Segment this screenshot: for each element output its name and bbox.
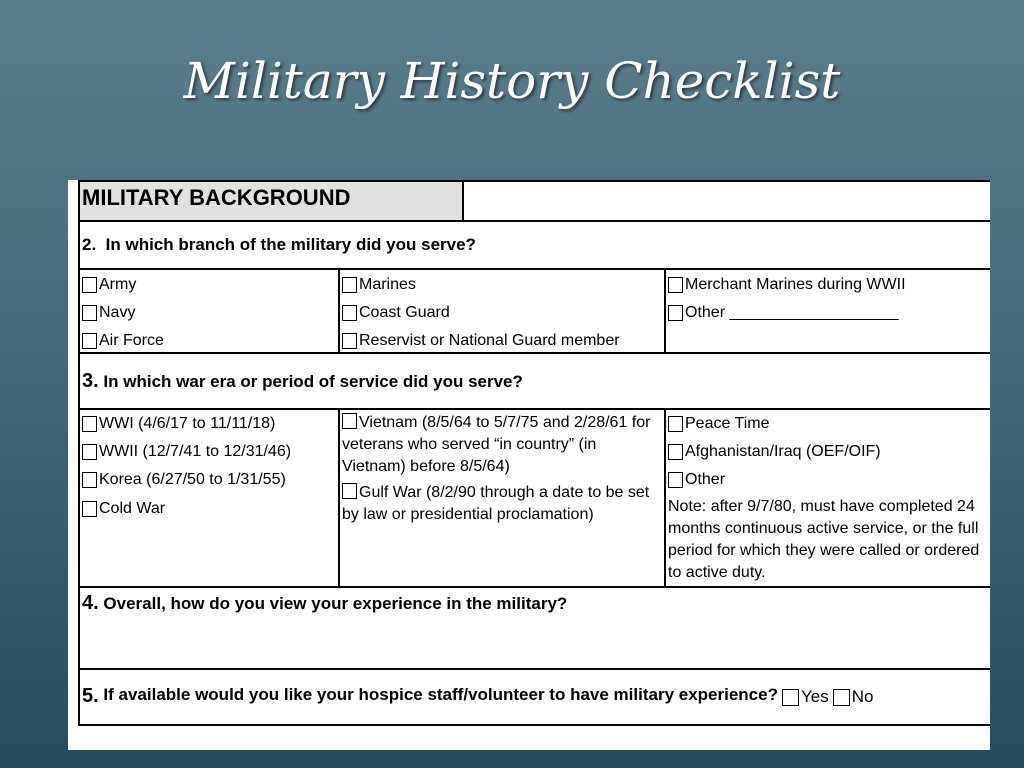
cold-war-checkbox[interactable] [82, 501, 97, 517]
marines-checkbox[interactable] [342, 277, 357, 293]
option-label: Peace Time [685, 414, 770, 432]
question-4[interactable] [80, 588, 990, 670]
option-wwii[interactable] [82, 438, 338, 466]
option-merchant-marines[interactable] [668, 271, 990, 299]
option-label: Cold War [99, 499, 166, 517]
question-2-text: In which branch of the military did you serve? [105, 235, 476, 254]
option-army[interactable] [82, 271, 338, 299]
military-background-form [78, 180, 990, 726]
option-label: Yes [800, 687, 829, 706]
reservist-checkbox[interactable] [342, 333, 357, 349]
gulf-war-checkbox[interactable] [342, 483, 357, 499]
era-column-2 [340, 410, 666, 586]
era-column-1 [80, 410, 340, 586]
option-label: Other ___________________ [685, 303, 899, 321]
option-label: No [851, 687, 874, 706]
option-label: Vietnam (8/5/64 to 5/7/75 and 2/28/61 for veterans who served “in country” (in Vietnam) before 8/5/64) [342, 414, 651, 475]
army-checkbox[interactable] [82, 277, 97, 293]
question-2-number: 2. [82, 235, 97, 254]
yes-checkbox[interactable] [782, 689, 799, 706]
option-marines[interactable] [342, 271, 664, 299]
question-3-number: 3. [82, 370, 99, 392]
option-vietnam[interactable] [342, 412, 664, 478]
korea-checkbox[interactable] [82, 472, 97, 488]
question-2 [80, 222, 990, 270]
option-label: Other [685, 470, 726, 488]
option-label: Navy [99, 303, 136, 321]
other-era-checkbox[interactable] [668, 472, 683, 488]
option-wwi[interactable] [82, 410, 338, 438]
option-label: Gulf War (8/2/90 through a date to be set by law or presidential proclamation) [342, 484, 650, 523]
wwii-checkbox[interactable] [82, 444, 97, 460]
option-afghanistan-iraq[interactable] [668, 438, 990, 466]
option-label: WWI (4/6/17 to 11/11/18) [99, 414, 276, 432]
era-column-3 [666, 410, 990, 586]
option-label: Army [99, 275, 137, 293]
question-3-text: In which war era or period of service did you serve? [103, 372, 523, 391]
merchant-marines-checkbox[interactable] [668, 277, 683, 293]
option-label: Afghanistan/Iraq (OEF/OIF) [685, 442, 881, 460]
option-other-branch[interactable] [668, 299, 990, 327]
question-3-options [80, 410, 990, 588]
option-navy[interactable] [82, 299, 338, 327]
navy-checkbox[interactable] [82, 305, 97, 321]
afghanistan-iraq-checkbox[interactable] [668, 444, 683, 460]
option-other-era[interactable] [668, 466, 990, 494]
option-air-force[interactable] [82, 327, 338, 355]
option-peace-time[interactable] [668, 410, 990, 438]
coast-guard-checkbox[interactable] [342, 305, 357, 321]
question-4-text: Overall, how do you view your experience in the military? [103, 594, 568, 613]
section-header-row [80, 182, 990, 222]
option-cold-war[interactable] [82, 494, 338, 524]
option-korea[interactable] [82, 466, 338, 494]
option-label: Merchant Marines during WWII [685, 275, 906, 293]
branch-column-3 [666, 270, 990, 352]
no-checkbox[interactable] [833, 689, 850, 706]
wwi-checkbox[interactable] [82, 416, 97, 432]
section-header: MILITARY BACKGROUND [80, 182, 464, 220]
option-label: Reservist or National Guard member [359, 331, 620, 349]
air-force-checkbox[interactable] [82, 333, 97, 349]
option-label: Korea (6/27/50 to 1/31/55) [99, 470, 286, 488]
option-label: Air Force [99, 331, 164, 349]
question-5-number: 5. [82, 685, 99, 707]
peace-time-checkbox[interactable] [668, 416, 683, 432]
service-note: Note: after 9/7/80, must have completed 24 months continuous active service, or the full period for which they were called or ordered to active duty. [668, 498, 980, 581]
branch-column-1 [80, 270, 340, 352]
question-2-options [80, 270, 990, 354]
question-5-text: If available would you like your hospice staff/volunteer to have military experience? [103, 685, 778, 704]
vietnam-checkbox[interactable] [342, 413, 357, 429]
option-yes[interactable] [778, 687, 829, 707]
other-branch-checkbox[interactable] [668, 305, 683, 321]
slide-title: Military History Checklist [183, 52, 841, 110]
option-gulf-war[interactable] [342, 482, 664, 526]
option-label: WWII (12/7/41 to 12/31/46) [99, 442, 292, 460]
option-coast-guard[interactable] [342, 299, 664, 327]
question-5 [80, 670, 990, 726]
question-3 [80, 354, 990, 410]
option-label: Marines [359, 275, 416, 293]
option-no[interactable] [829, 687, 874, 707]
question-4-number: 4. [82, 592, 99, 614]
option-reservist[interactable] [342, 327, 664, 355]
option-label: Coast Guard [359, 303, 450, 321]
branch-column-2 [340, 270, 666, 352]
